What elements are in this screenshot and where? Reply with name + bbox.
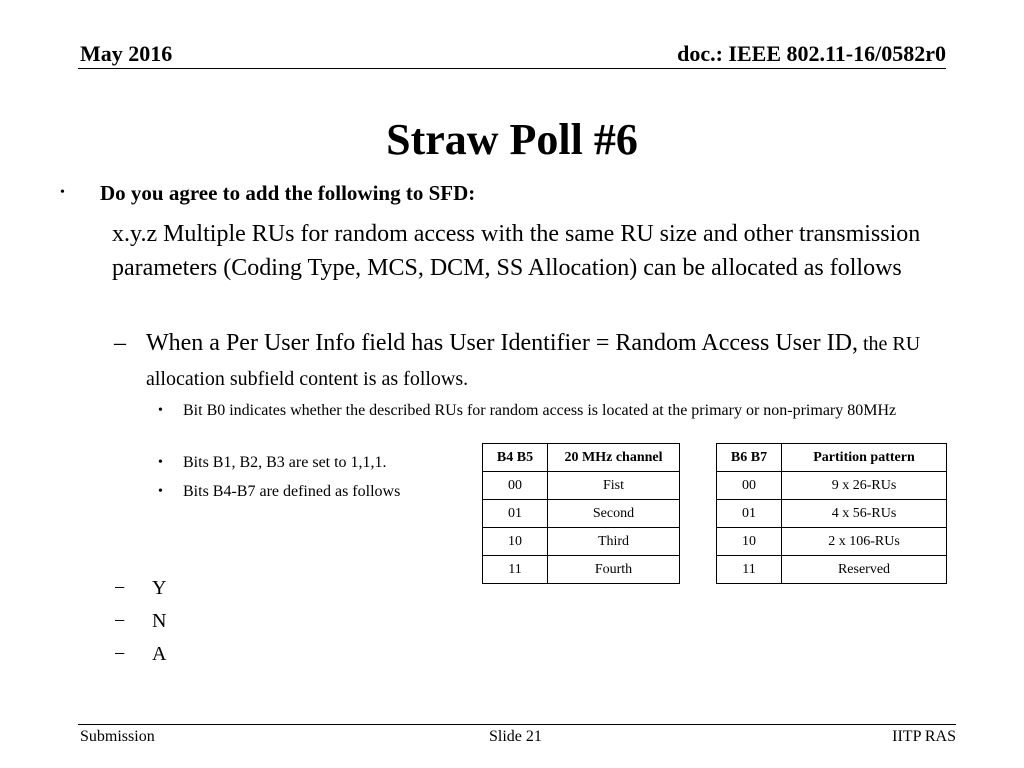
vote-dash: − — [114, 643, 126, 665]
vote-option-yes — [114, 572, 166, 604]
table-cell: 01 — [717, 500, 782, 528]
table-header-row — [483, 444, 680, 472]
channel-table — [482, 443, 680, 584]
table-cell: 10 — [483, 528, 548, 556]
table-row — [483, 556, 680, 584]
table-cell: 00 — [483, 472, 548, 500]
header-doc-id: doc.: IEEE 802.11-16/0582r0 — [677, 41, 946, 66]
vote-option-no — [114, 605, 166, 637]
bullet-item-b0: Bit B0 indicates whether the described RUs for random access is located at the primary or non-primary 80MHz — [183, 402, 897, 419]
table-cell: 9 x 26-RUs — [782, 472, 947, 500]
table-cell: Fist — [548, 472, 680, 500]
sub-item-text — [146, 326, 966, 396]
table-row — [717, 500, 947, 528]
bullet-item-b4b7: Bits B4-B7 are defined as follows — [183, 483, 401, 500]
table-cell: 2 x 106-RUs — [782, 528, 947, 556]
body-paragraph: x.y.z Multiple RUs for random access with the same RU size and other transmission parameters (Coding Type, MCS, DCM, SS Allocation) can be allocated as follows — [112, 221, 921, 281]
table-cell: Reserved — [782, 556, 947, 584]
sub-item-text-large: When a Per User Info field has User Identifier = Random Access User ID, — [146, 330, 858, 356]
table-cell: Second — [548, 500, 680, 528]
table-row — [483, 528, 680, 556]
slide-title: Straw Poll #6 — [386, 115, 638, 164]
vote-option-label: N — [152, 610, 167, 632]
table-cell: Fourth — [548, 556, 680, 584]
bullet-dot-3: • — [158, 484, 163, 499]
table-row — [717, 556, 947, 584]
footer-rule — [78, 724, 956, 725]
footer-slide-number: Slide 21 — [489, 728, 542, 745]
vote-option-label: A — [152, 643, 167, 665]
table-cell: 11 — [717, 556, 782, 584]
table-row — [483, 472, 680, 500]
question-text: Do you agree to add the following to SFD: — [100, 181, 476, 205]
vote-dash: − — [114, 577, 126, 599]
partition-table — [716, 443, 947, 584]
table-row — [717, 472, 947, 500]
table-cell: 00 — [717, 472, 782, 500]
table-row — [717, 528, 947, 556]
vote-dash: − — [114, 610, 126, 632]
table-header-cell: B6 B7 — [717, 444, 782, 472]
vote-option-label: Y — [152, 577, 167, 599]
question-bullet: • — [60, 185, 65, 200]
table-cell: 4 x 56-RUs — [782, 500, 947, 528]
table-header-cell: 20 MHz channel — [548, 444, 680, 472]
table-cell: 10 — [717, 528, 782, 556]
sub-item-text-small: the RU allocation subfield content is as follows. — [146, 333, 921, 390]
sub-item-dash: – — [114, 330, 126, 356]
table-cell: 01 — [483, 500, 548, 528]
table-header-cell: Partition pattern — [782, 444, 947, 472]
vote-option-abstain — [114, 638, 166, 670]
table-cell: Third — [548, 528, 680, 556]
table-header-cell: B4 B5 — [483, 444, 548, 472]
footer-submission: Submission — [80, 728, 155, 745]
bullet-dot-2: • — [158, 455, 163, 470]
table-row — [483, 500, 680, 528]
header-date: May 2016 — [80, 41, 173, 66]
bullet-dot-1: • — [158, 403, 163, 418]
bullet-item-b1b3: Bits B1, B2, B3 are set to 1,1,1. — [183, 454, 387, 471]
footer-organization: IITP RAS — [892, 728, 956, 745]
header-rule — [78, 68, 946, 69]
table-header-row — [717, 444, 947, 472]
table-cell: 11 — [483, 556, 548, 584]
